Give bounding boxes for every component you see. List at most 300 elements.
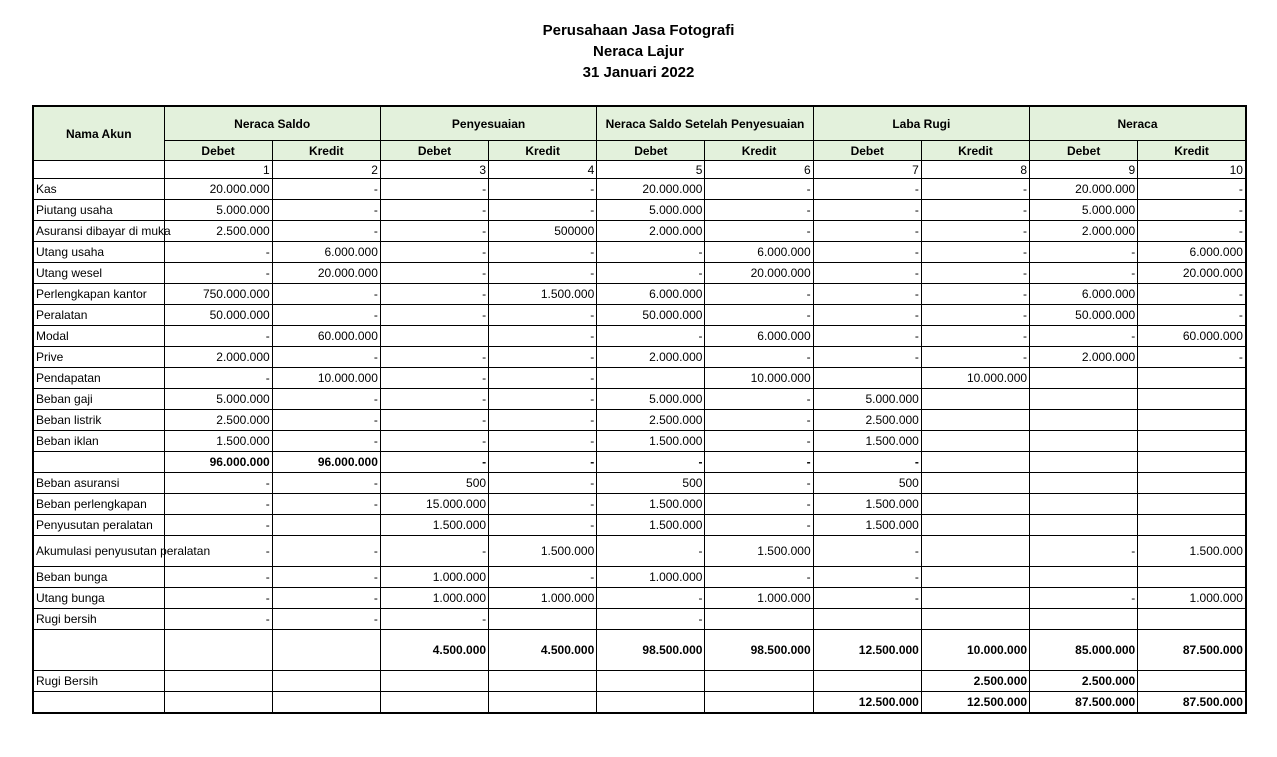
column-number: 8 <box>921 161 1029 179</box>
amount-cell: - <box>921 242 1029 263</box>
amount-cell: - <box>380 609 488 630</box>
amount-cell: 1.000.000 <box>489 588 597 609</box>
amount-cell <box>380 692 488 714</box>
amount-cell: 10.000.000 <box>921 630 1029 671</box>
amount-cell: - <box>597 326 705 347</box>
table-row <box>33 305 1246 326</box>
amount-cell: - <box>1030 242 1138 263</box>
amount-cell: - <box>380 452 488 473</box>
account-name <box>33 452 164 473</box>
amount-cell: 6.000.000 <box>705 242 813 263</box>
amount-cell: - <box>380 263 488 284</box>
amount-cell: - <box>705 284 813 305</box>
table-row <box>33 431 1246 452</box>
amount-cell: - <box>272 221 380 242</box>
amount-cell <box>1030 494 1138 515</box>
table-row <box>33 630 1246 671</box>
report-date: 31 Januari 2022 <box>582 64 695 81</box>
table-row <box>33 221 1246 242</box>
account-name: Modal <box>33 326 164 347</box>
amount-cell: 5.000.000 <box>1030 200 1138 221</box>
amount-cell: 1.500.000 <box>705 536 813 567</box>
amount-cell: 2.500.000 <box>1030 671 1138 692</box>
column-number: 6 <box>705 161 813 179</box>
amount-cell: 10.000.000 <box>705 368 813 389</box>
amount-cell: 12.500.000 <box>921 692 1029 714</box>
amount-cell: - <box>164 368 272 389</box>
amount-cell: - <box>380 368 488 389</box>
amount-cell: - <box>597 263 705 284</box>
amount-cell <box>1030 410 1138 431</box>
amount-cell: - <box>164 242 272 263</box>
table-row <box>33 179 1246 200</box>
table-row <box>33 368 1246 389</box>
amount-cell: - <box>1138 284 1246 305</box>
amount-cell: - <box>813 452 921 473</box>
subheader-kredit: Kredit <box>489 141 597 161</box>
amount-cell <box>380 326 488 347</box>
amount-cell: - <box>705 410 813 431</box>
amount-cell <box>921 431 1029 452</box>
table-row <box>33 473 1246 494</box>
amount-cell: 1.500.000 <box>597 515 705 536</box>
column-number: 1 <box>164 161 272 179</box>
column-number-row <box>33 161 1246 179</box>
amount-cell: 1.000.000 <box>380 567 488 588</box>
amount-cell: - <box>705 473 813 494</box>
account-name: Perlengkapan kantor <box>33 284 164 305</box>
amount-cell <box>489 671 597 692</box>
amount-cell: 6.000.000 <box>272 242 380 263</box>
account-name: Peralatan <box>33 305 164 326</box>
amount-cell: 60.000.000 <box>1138 326 1246 347</box>
account-name: Akumulasi penyusutan peralatan <box>33 536 164 567</box>
amount-cell <box>597 368 705 389</box>
amount-cell: 98.500.000 <box>705 630 813 671</box>
amount-cell: - <box>272 284 380 305</box>
amount-cell: 2.500.000 <box>597 410 705 431</box>
account-name-header: Nama Akun <box>33 106 164 161</box>
amount-cell: - <box>380 431 488 452</box>
amount-cell: - <box>1030 326 1138 347</box>
amount-cell <box>705 609 813 630</box>
amount-cell: - <box>705 494 813 515</box>
amount-cell: 2.500.000 <box>164 410 272 431</box>
amount-cell: - <box>813 179 921 200</box>
amount-cell: - <box>705 200 813 221</box>
account-name: Beban gaji <box>33 389 164 410</box>
amount-cell <box>705 692 813 714</box>
subheader-kredit: Kredit <box>1138 141 1246 161</box>
amount-cell: - <box>380 242 488 263</box>
account-name: Utang bunga <box>33 588 164 609</box>
table-row <box>33 410 1246 431</box>
amount-cell: 87.500.000 <box>1138 692 1246 714</box>
amount-cell: - <box>1138 347 1246 368</box>
amount-cell <box>921 515 1029 536</box>
account-name: Beban listrik <box>33 410 164 431</box>
amount-cell: - <box>1138 221 1246 242</box>
account-name: Beban bunga <box>33 567 164 588</box>
amount-cell: 2.000.000 <box>1030 221 1138 242</box>
account-name: Kas <box>33 179 164 200</box>
amount-cell: 500000 <box>489 221 597 242</box>
amount-cell: - <box>921 200 1029 221</box>
account-name: Penyusutan peralatan <box>33 515 164 536</box>
amount-cell: - <box>813 200 921 221</box>
amount-cell: 2.000.000 <box>597 347 705 368</box>
amount-cell: 500 <box>380 473 488 494</box>
amount-cell: - <box>813 326 921 347</box>
amount-cell <box>1030 609 1138 630</box>
amount-cell: - <box>272 200 380 221</box>
table-row <box>33 692 1246 714</box>
amount-cell <box>380 671 488 692</box>
amount-cell: - <box>272 494 380 515</box>
amount-cell: 98.500.000 <box>597 630 705 671</box>
amount-cell: - <box>813 536 921 567</box>
amount-cell: 2.000.000 <box>164 347 272 368</box>
amount-cell: - <box>1138 200 1246 221</box>
amount-cell: 10.000.000 <box>921 368 1029 389</box>
amount-cell: - <box>813 284 921 305</box>
amount-cell: - <box>921 179 1029 200</box>
account-name: Piutang usaha <box>33 200 164 221</box>
amount-cell <box>1030 431 1138 452</box>
column-number: 7 <box>813 161 921 179</box>
table-row <box>33 494 1246 515</box>
amount-cell: - <box>272 179 380 200</box>
table-row <box>33 588 1246 609</box>
account-name: Utang usaha <box>33 242 164 263</box>
column-number: 5 <box>597 161 705 179</box>
amount-cell: - <box>380 200 488 221</box>
amount-cell: - <box>813 347 921 368</box>
amount-cell: - <box>164 494 272 515</box>
amount-cell: 1.500.000 <box>597 494 705 515</box>
subheader-debet: Debet <box>380 141 488 161</box>
amount-cell <box>813 671 921 692</box>
amount-cell: 1.500.000 <box>813 494 921 515</box>
amount-cell: 85.000.000 <box>1030 630 1138 671</box>
amount-cell: 87.500.000 <box>1138 630 1246 671</box>
subheader-debet: Debet <box>1030 141 1138 161</box>
amount-cell <box>921 473 1029 494</box>
amount-cell: - <box>489 368 597 389</box>
amount-cell: - <box>813 305 921 326</box>
amount-cell: - <box>1138 305 1246 326</box>
amount-cell: - <box>1030 263 1138 284</box>
amount-cell <box>1138 494 1246 515</box>
amount-cell <box>1030 389 1138 410</box>
account-name: Prive <box>33 347 164 368</box>
amount-cell: - <box>489 389 597 410</box>
amount-cell: - <box>272 305 380 326</box>
amount-cell: - <box>597 609 705 630</box>
amount-cell: - <box>272 410 380 431</box>
amount-cell: 6.000.000 <box>597 284 705 305</box>
amount-cell: - <box>921 221 1029 242</box>
amount-cell <box>1030 515 1138 536</box>
amount-cell: - <box>164 263 272 284</box>
table-row <box>33 567 1246 588</box>
amount-cell: 500 <box>597 473 705 494</box>
amount-cell: - <box>489 452 597 473</box>
amount-cell <box>164 692 272 714</box>
amount-cell <box>164 630 272 671</box>
amount-cell: 20.000.000 <box>597 179 705 200</box>
report-name: Neraca Lajur <box>593 43 684 60</box>
amount-cell: - <box>813 242 921 263</box>
amount-cell: 4.500.000 <box>489 630 597 671</box>
amount-cell <box>1138 389 1246 410</box>
amount-cell: - <box>380 410 488 431</box>
subheader-kredit: Kredit <box>921 141 1029 161</box>
column-number: 2 <box>272 161 380 179</box>
amount-cell <box>1138 410 1246 431</box>
amount-cell: - <box>272 431 380 452</box>
amount-cell: 10.000.000 <box>272 368 380 389</box>
group-header-laba-rugi: Laba Rugi <box>813 106 1029 141</box>
amount-cell: 2.500.000 <box>813 410 921 431</box>
account-name: Asuransi dibayar di muka <box>33 221 164 242</box>
amount-cell: - <box>705 221 813 242</box>
amount-cell <box>1138 567 1246 588</box>
amount-cell <box>921 609 1029 630</box>
amount-cell <box>1030 567 1138 588</box>
table-row <box>33 326 1246 347</box>
amount-cell: - <box>489 515 597 536</box>
amount-cell <box>921 452 1029 473</box>
amount-cell <box>1138 473 1246 494</box>
amount-cell: - <box>489 263 597 284</box>
account-name <box>33 630 164 671</box>
amount-cell: - <box>813 588 921 609</box>
amount-cell: 15.000.000 <box>380 494 488 515</box>
amount-cell: - <box>813 221 921 242</box>
amount-cell <box>921 588 1029 609</box>
amount-cell: - <box>489 431 597 452</box>
amount-cell: 1.000.000 <box>597 567 705 588</box>
amount-cell <box>921 389 1029 410</box>
amount-cell: - <box>272 473 380 494</box>
amount-cell: 5.000.000 <box>164 389 272 410</box>
amount-cell <box>1138 609 1246 630</box>
amount-cell: 12.500.000 <box>813 692 921 714</box>
amount-cell: - <box>489 410 597 431</box>
table-row <box>33 536 1246 567</box>
amount-cell: - <box>489 200 597 221</box>
amount-cell: - <box>272 536 380 567</box>
amount-cell: - <box>921 347 1029 368</box>
account-name: Beban asuransi <box>33 473 164 494</box>
amount-cell <box>813 368 921 389</box>
amount-cell: 1.500.000 <box>813 515 921 536</box>
column-number: 9 <box>1030 161 1138 179</box>
amount-cell <box>1138 431 1246 452</box>
amount-cell: - <box>705 431 813 452</box>
amount-cell: 2.000.000 <box>597 221 705 242</box>
amount-cell: - <box>164 326 272 347</box>
column-number-blank <box>33 161 164 179</box>
amount-cell <box>597 692 705 714</box>
amount-cell: 1.500.000 <box>813 431 921 452</box>
amount-cell: - <box>164 536 272 567</box>
amount-cell: - <box>813 263 921 284</box>
subheader-kredit: Kredit <box>272 141 380 161</box>
amount-cell <box>1030 473 1138 494</box>
column-number: 4 <box>489 161 597 179</box>
amount-cell: 6.000.000 <box>1030 284 1138 305</box>
amount-cell: 20.000.000 <box>272 263 380 284</box>
amount-cell: 50.000.000 <box>597 305 705 326</box>
amount-cell: - <box>597 536 705 567</box>
amount-cell: - <box>489 242 597 263</box>
subheader-kredit: Kredit <box>705 141 813 161</box>
amount-cell <box>272 671 380 692</box>
account-name: Utang wesel <box>33 263 164 284</box>
account-name <box>33 692 164 714</box>
amount-cell: - <box>597 242 705 263</box>
worksheet-table <box>32 105 1247 714</box>
amount-cell: 1.500.000 <box>489 284 597 305</box>
account-name: Pendapatan <box>33 368 164 389</box>
amount-cell: - <box>705 179 813 200</box>
table-row <box>33 242 1246 263</box>
amount-cell: - <box>597 452 705 473</box>
amount-cell: 500 <box>813 473 921 494</box>
amount-cell: 2.500.000 <box>164 221 272 242</box>
amount-cell <box>164 671 272 692</box>
amount-cell: 6.000.000 <box>1138 242 1246 263</box>
amount-cell: 1.500.000 <box>164 431 272 452</box>
amount-cell: - <box>380 305 488 326</box>
amount-cell <box>1138 452 1246 473</box>
amount-cell: - <box>272 588 380 609</box>
group-header-nssp: Neraca Saldo Setelah Penyesuaian <box>597 106 813 141</box>
amount-cell <box>597 671 705 692</box>
amount-cell: - <box>164 515 272 536</box>
amount-cell: - <box>489 473 597 494</box>
subheader-debet: Debet <box>164 141 272 161</box>
company-name: Perusahaan Jasa Fotografi <box>542 22 735 39</box>
amount-cell: - <box>921 326 1029 347</box>
amount-cell <box>921 494 1029 515</box>
amount-cell <box>921 567 1029 588</box>
amount-cell <box>1030 368 1138 389</box>
group-header-neraca: Neraca <box>1030 106 1246 141</box>
amount-cell: 1.500.000 <box>597 431 705 452</box>
amount-cell: - <box>164 609 272 630</box>
amount-cell: - <box>921 263 1029 284</box>
amount-cell: 96.000.000 <box>164 452 272 473</box>
amount-cell: - <box>380 284 488 305</box>
amount-cell <box>813 609 921 630</box>
amount-cell: 1.500.000 <box>1138 536 1246 567</box>
amount-cell: - <box>272 567 380 588</box>
amount-cell: - <box>489 494 597 515</box>
amount-cell: - <box>489 567 597 588</box>
amount-cell: 1.000.000 <box>1138 588 1246 609</box>
amount-cell: - <box>1030 536 1138 567</box>
table-row <box>33 200 1246 221</box>
amount-cell: - <box>272 389 380 410</box>
table-row <box>33 284 1246 305</box>
group-header-penyesuaian: Penyesuaian <box>380 106 596 141</box>
amount-cell: - <box>164 588 272 609</box>
amount-cell: - <box>705 389 813 410</box>
subheader-debet: Debet <box>813 141 921 161</box>
amount-cell <box>705 671 813 692</box>
account-name: Rugi bersih <box>33 609 164 630</box>
amount-cell: - <box>705 515 813 536</box>
amount-cell: 96.000.000 <box>272 452 380 473</box>
amount-cell: 60.000.000 <box>272 326 380 347</box>
amount-cell: - <box>1030 588 1138 609</box>
group-header-neraca-saldo: Neraca Saldo <box>164 106 380 141</box>
amount-cell: 50.000.000 <box>1030 305 1138 326</box>
table-row <box>33 389 1246 410</box>
amount-cell: - <box>921 305 1029 326</box>
amount-cell <box>921 536 1029 567</box>
amount-cell <box>1138 368 1246 389</box>
amount-cell: - <box>489 305 597 326</box>
amount-cell <box>1138 671 1246 692</box>
amount-cell: 87.500.000 <box>1030 692 1138 714</box>
account-name: Rugi Bersih <box>33 671 164 692</box>
amount-cell: 750.000.000 <box>164 284 272 305</box>
amount-cell <box>921 410 1029 431</box>
column-number: 3 <box>380 161 488 179</box>
amount-cell: - <box>164 473 272 494</box>
amount-cell: - <box>489 347 597 368</box>
amount-cell: - <box>272 347 380 368</box>
amount-cell: 20.000.000 <box>1138 263 1246 284</box>
account-name: Beban iklan <box>33 431 164 452</box>
amount-cell: - <box>489 326 597 347</box>
report-title <box>0 20 1277 83</box>
table-row <box>33 347 1246 368</box>
amount-cell: 5.000.000 <box>164 200 272 221</box>
table-row <box>33 609 1246 630</box>
amount-cell: - <box>164 567 272 588</box>
amount-cell: - <box>380 221 488 242</box>
amount-cell: 6.000.000 <box>705 326 813 347</box>
amount-cell: 20.000.000 <box>164 179 272 200</box>
amount-cell: - <box>813 567 921 588</box>
table-row <box>33 671 1246 692</box>
amount-cell <box>272 630 380 671</box>
amount-cell: - <box>705 305 813 326</box>
amount-cell: 5.000.000 <box>597 200 705 221</box>
amount-cell: 20.000.000 <box>1030 179 1138 200</box>
amount-cell: 1.500.000 <box>380 515 488 536</box>
amount-cell <box>1030 452 1138 473</box>
amount-cell: - <box>705 567 813 588</box>
amount-cell: - <box>272 609 380 630</box>
amount-cell: - <box>597 588 705 609</box>
subheader-debet: Debet <box>597 141 705 161</box>
amount-cell: 1.000.000 <box>705 588 813 609</box>
amount-cell <box>489 692 597 714</box>
table-row <box>33 515 1246 536</box>
amount-cell: - <box>380 179 488 200</box>
amount-cell: 2.000.000 <box>1030 347 1138 368</box>
amount-cell: - <box>705 347 813 368</box>
amount-cell <box>1138 515 1246 536</box>
amount-cell: 1.000.000 <box>380 588 488 609</box>
amount-cell <box>272 692 380 714</box>
